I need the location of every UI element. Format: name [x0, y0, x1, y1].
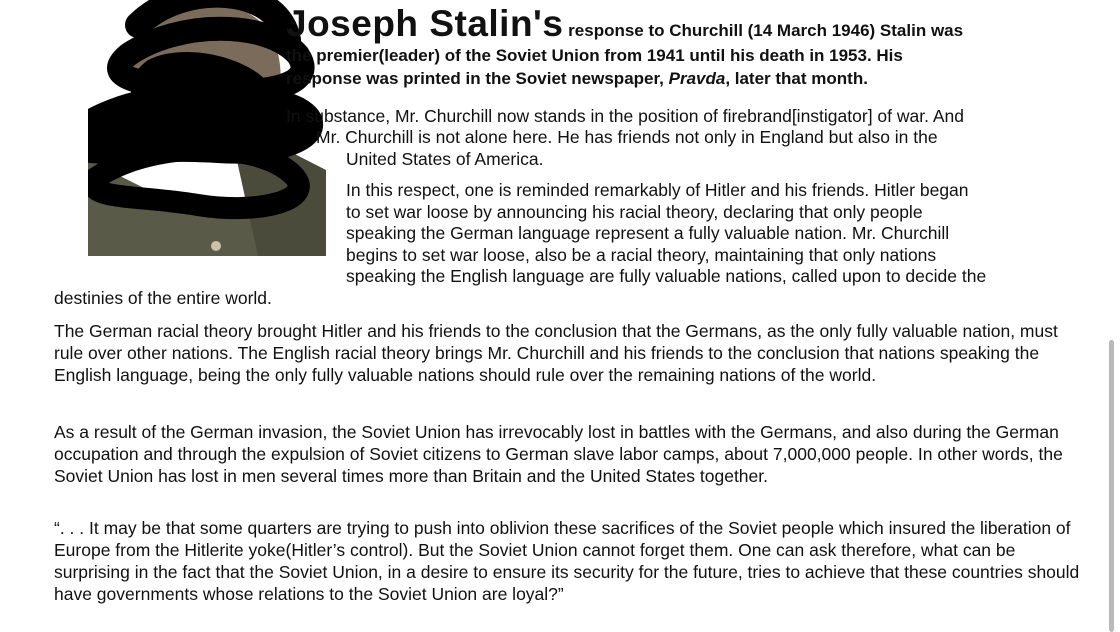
block1-line-1: In this respect, one is reminded remarkably of Hitler and his friends. Hitler began	[346, 180, 969, 200]
block1-line-2: to set war loose by announcing his racial theory, declaring that only people	[346, 201, 923, 222]
heading-line-3-prefix: response was printed in the Soviet newspaper,	[286, 69, 669, 88]
racial-theory-paragraph: The German racial theory brought Hitler and his friends to the conclusion that the Germans, as the only fully valuable nation, must rule over other nations. The English racial theory brings Mr. Churchill and his friends to the conclusion that nations speaking the English language, being the only fully valuable nations should rule over the remaining nations of the world.	[54, 321, 1058, 385]
vertical-scrollbar[interactable]	[1109, 340, 1114, 632]
newspaper-name: Pravda	[668, 69, 726, 88]
intro-line-3: United States of America.	[346, 149, 544, 169]
block1-line-4: begins to set war loose, also be a racial theory, maintaining that only nations	[346, 244, 937, 265]
heading-line-3-suffix: , later that month.	[725, 69, 868, 88]
heading-name: Joseph Stalin's	[286, 3, 564, 44]
heading-subtitle: response to Churchill (14 March 1946) Stalin was	[568, 21, 964, 40]
block1-continuation: destinies of the entire world.	[54, 288, 272, 308]
quote-paragraph: “. . . It may be that some quarters are trying to push into oblivion these sacrifices of the Soviet people which insured the liberation of Europe from the Hitlerite yoke(Hitler’s control). But the Soviet Union cannot forget them. One can ask therefore, what can be surprising in the fact that the Soviet Union, in a desire to ensure its security for the future, tries to achieve that these countries should have governments whose relations to the Soviet Union are loyal?”	[54, 518, 1080, 604]
intro-line-1: In substance, Mr. Churchill now stands in the position of firebrand[instigator] of war. And	[286, 106, 965, 126]
intro-line-2: Mr. Churchill is not alone here. He has friends not only in England but also in the	[316, 127, 938, 147]
block1-line-3: speaking the German language represent a fully valuable nation. Mr. Churchill	[346, 223, 950, 243]
block1-line-5: speaking the English language are fully valuable nations, called upon to decide the	[346, 266, 987, 286]
losses-paragraph: As a result of the German invasion, the Soviet Union has irrevocably lost in battles with the Germans, and also during the German occupation and through the expulsion of Soviet citizens to German slave labor camps, about 7,000,000 people. In other words, the Soviet Union has lost in men several times more than Britain and the United States together.	[54, 422, 1063, 486]
document-heading	[286, 4, 1106, 90]
heading-line-2: the premier(leader) of the Soviet Union from 1941 until his death in 1953. His	[286, 46, 903, 65]
hitler-comparison-block	[346, 180, 1101, 288]
